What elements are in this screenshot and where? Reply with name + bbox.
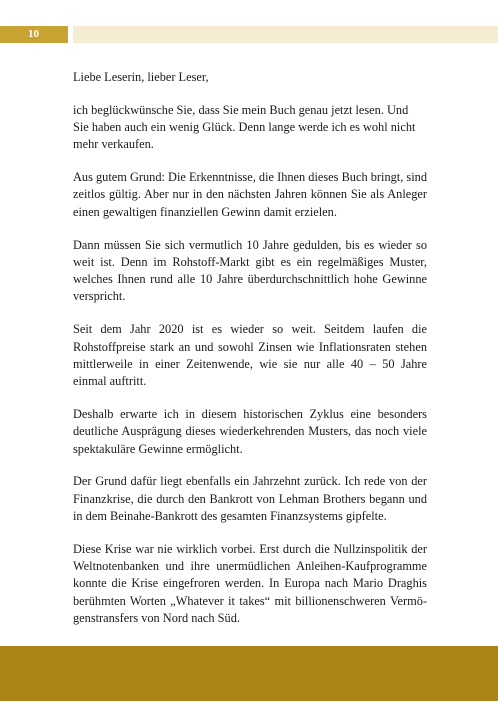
- page-number: 10: [28, 28, 39, 40]
- page-number-tab: [0, 26, 68, 43]
- letter-body: [73, 69, 427, 710]
- greeting: Liebe Leserin, lieber Leser,: [73, 70, 209, 84]
- footer-band: [0, 646, 498, 701]
- paragraph: ich beglückwünsche Sie, dass Sie mein Buch genau jetzt lesen. Und Sie haben auch ein wenig Glück. Denn lange werde ich es wohl nicht mehr verkaufen.: [73, 102, 416, 152]
- header-band: [73, 26, 498, 43]
- paragraph: Der Grund dafür liegt ebenfalls ein Jahrzehnt zurück. Ich rede von der Finanzkrise, die durch den Bankrott von Lehman Brothers begann und in dem Beinahe-Bankrott des gesamten Finanzsystems gipfelte.: [73, 474, 427, 523]
- paragraph: Deshalb erwarte ich in diesem historischen Zyklus eine besonders deutliche Ausprägung dieses wiederkehrenden Musters, das noch viele spektakuläre Gewinne ermöglicht.: [73, 406, 427, 456]
- paragraph: Dann müssen Sie sich vermutlich 10 Jahre gedulden, bis es wieder so weit ist. Denn im Rohstoff-Markt gibt es ein regelmäßiges Muster, welches Ihnen rund alle 10 Jahre überdurchschnittlich hohe Gewinne verspricht.: [73, 237, 427, 304]
- paragraph: Diese Krise war nie wirklich vorbei. Erst durch die Nullzinspolitik der Weltnotenbanken und ihre unermüdlichen Anleihen-Kaufprogramme konnte die Krise eingefroren werden. In Europa nach Mario Draghis berühmten Worten „Whatever it takes“ mit billionenschweren Vermögenstransfers von Nord nach Süd.: [73, 541, 427, 625]
- paragraph: Seit dem Jahr 2020 ist es wieder so weit. Seitdem laufen die Rohstoffpreise stark an und sowohl Zinsen wie Inflationsraten stehen mittlerweile in einer Zeitenwende, wie sie nur alle 40 – 50 Jahre einmal auftritt.: [73, 322, 427, 389]
- paragraph: Aus gutem Grund: Die Erkenntnisse, die Ihnen dieses Buch bringt, sind zeitlos gültig. Aber nur in den nächsten Jahren können Sie als Anleger einen gewaltigen finanziellen Gewinn damit erzielen.: [73, 170, 427, 219]
